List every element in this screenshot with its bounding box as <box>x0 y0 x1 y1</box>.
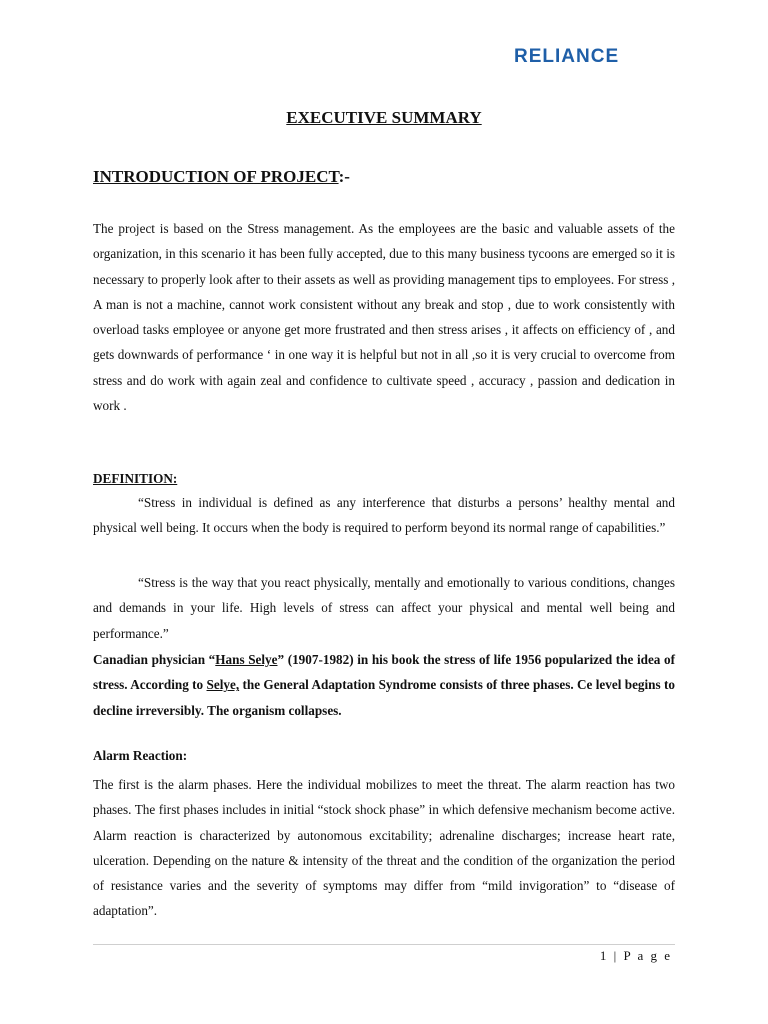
section-heading-suffix: :- <box>338 167 350 186</box>
page-label: | P a g e <box>613 948 672 963</box>
footer-divider <box>93 944 675 945</box>
alarm-reaction-label: Alarm Reaction: <box>93 748 188 763</box>
selye-name: Hans Selye <box>215 652 278 667</box>
definition-paragraph-1: “Stress in individual is defined as any interference that disturbs a persons’ healthy mental and physical well being. It occurs when the body is required to perform beyond its normal range of capabilities.” <box>93 495 675 536</box>
section-heading-text: INTRODUCTION OF PROJECT <box>93 167 339 186</box>
page-number: 1 <box>599 948 609 963</box>
selye-text-1: Canadian physician “ <box>93 652 216 667</box>
definition-paragraph-2: “Stress is the way that you react physically, mentally and emotionally to various conditions, changes and demands in your life. High levels of stress can affect your physical and mental well being and performance.” <box>93 575 675 641</box>
reliance-logo: RELIANCE <box>514 46 620 67</box>
definition-label: DEFINITION: <box>93 471 178 486</box>
selye-text-3: the General Adaptation Syndrome consists of three phases. Ce level begins to decline irreversibly. The organism collapses. <box>93 677 675 718</box>
selye-paragraph <box>93 647 675 723</box>
page-footer <box>600 948 672 964</box>
section-heading <box>93 167 350 187</box>
page-title: EXECUTIVE SUMMARY <box>286 108 482 127</box>
selye-name-2: Selye, <box>206 677 240 693</box>
alarm-reaction-paragraph: The first is the alarm phases. Here the individual mobilizes to meet the threat. The alarm reaction has two phases. The first phases includes in initial “stock shock phase” in which defensive mechanism become active. Alarm reaction is characterized by autonomous excitability; adrenaline discharges; increase heart rate, ulceration. Depending on the nature & intensity of the threat and the condition of the organization the period of resistance varies and the severity of symptoms may differ from “mild invigoration” to “disease of adaptation”. <box>93 777 675 919</box>
intro-paragraph: The project is based on the Stress management. As the employees are the basic and valuable assets of the organization, in this scenario it has been fully accepted, due to this many business tycoons are emerged so it is necessary to properly look after to their assets as well as providing management tips to employees. For stress , A man is not a machine, cannot work consistent without any break and stop , due to work consistently with overload tasks employee or anyone get more frustrated and then stress arises , it affects on efficiency of , and gets downwards of performance ‘ in one way it is helpful but not in all ,so it is very crucial to overcome from stress and do work with again zeal and confidence to cultivate speed , accuracy , passion and dedication in work . <box>93 221 675 414</box>
selye-text-2: ” (1907-1982) in his book the stress of life 1956 popularized the idea of stress. According to <box>93 652 675 693</box>
